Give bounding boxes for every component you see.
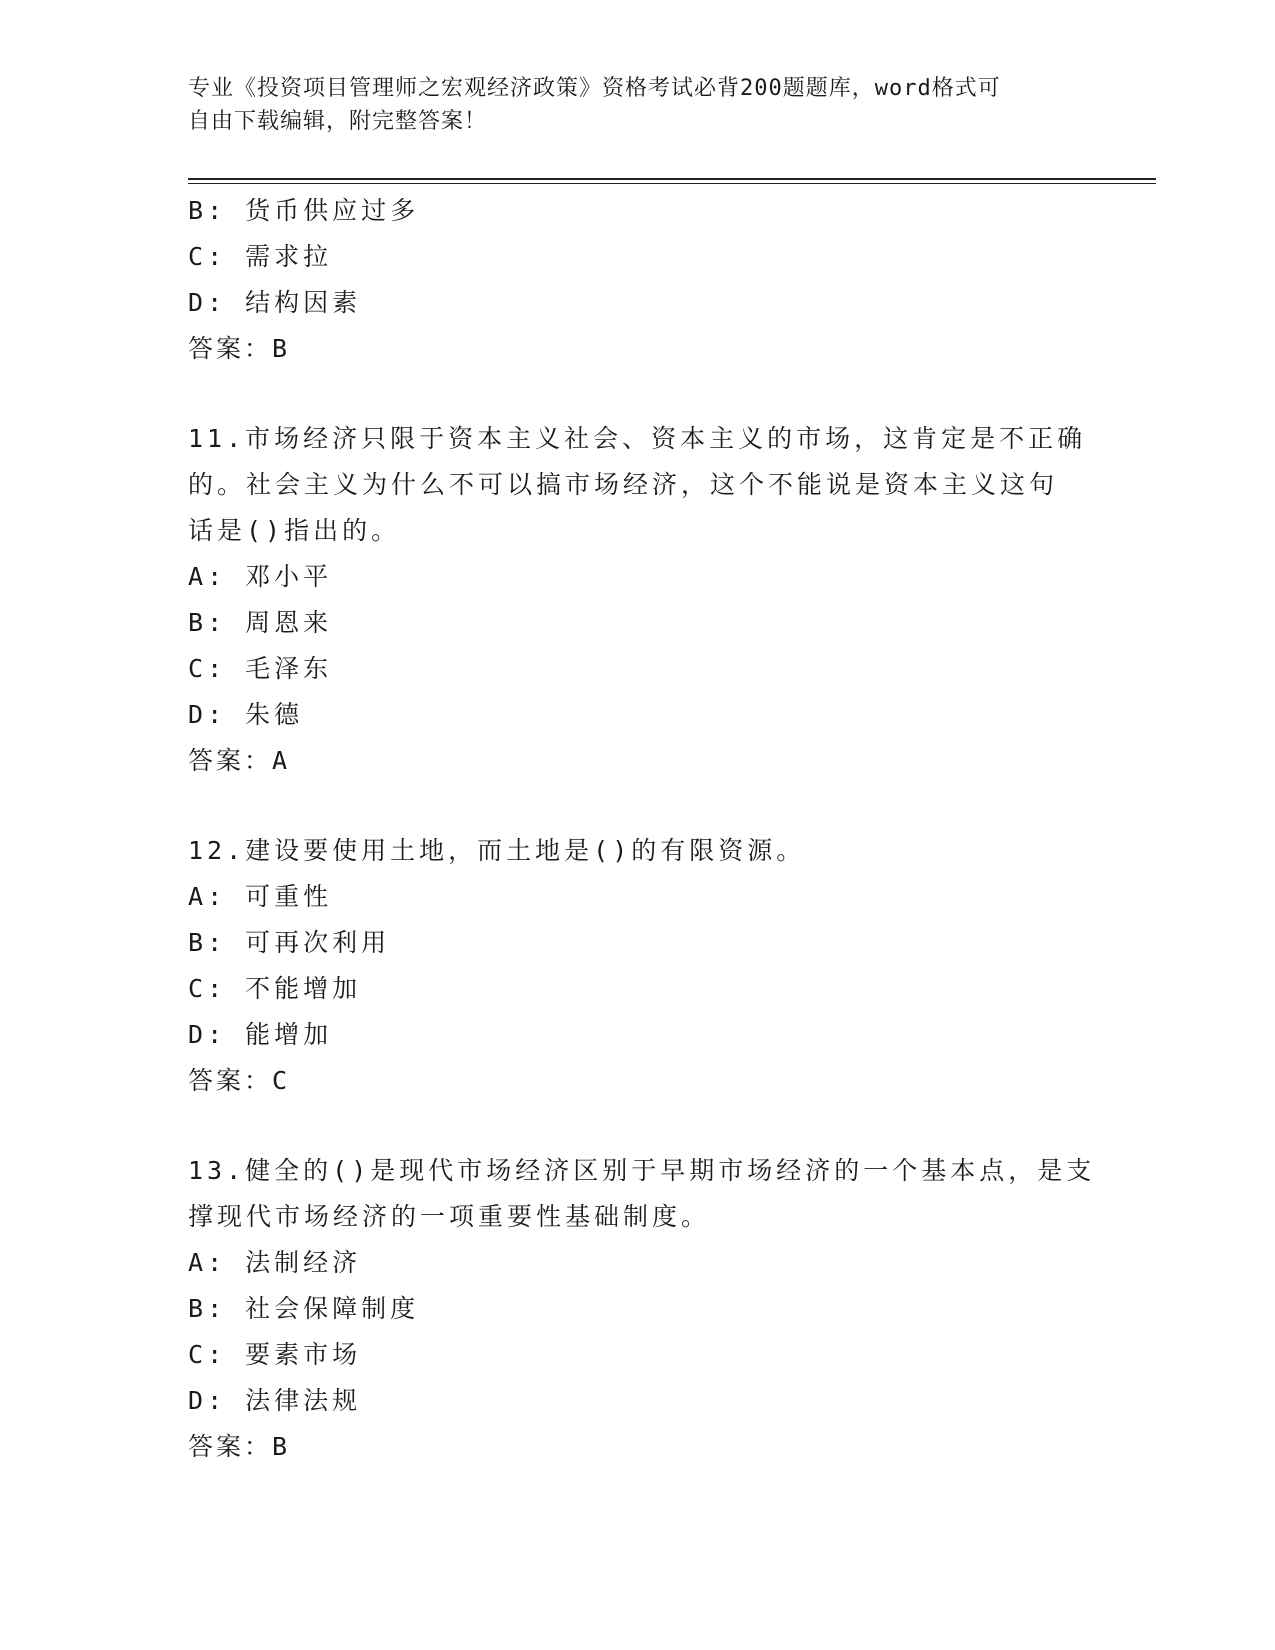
question-stem-line: 11.市场经济只限于资本主义社会、资本主义的市场，这肯定是不正确: [188, 424, 1087, 453]
option-letter: B: [188, 1294, 208, 1323]
option-b: [188, 1286, 1088, 1332]
answer-label: 答案：: [188, 334, 273, 363]
option-c: [188, 1332, 1088, 1378]
option-text: 要素市场: [245, 1340, 362, 1369]
option-letter: A: [188, 1248, 208, 1277]
question-list: [188, 188, 1096, 1470]
option-separator: :: [207, 196, 246, 225]
option-d: [188, 692, 1088, 738]
option-letter: C: [188, 974, 208, 1003]
question-stem-line: 的。社会主义为什么不可以搞市场经济，这个不能说是资本主义这句: [188, 470, 1059, 499]
option-letter: D: [188, 288, 208, 317]
option-separator: :: [207, 700, 246, 729]
option-letter: B: [188, 928, 208, 957]
question-12: [188, 828, 1088, 1104]
answer-value: A: [272, 746, 291, 775]
option-b: [188, 188, 1088, 234]
document-header: [188, 72, 1068, 138]
answer-value: C: [272, 1066, 291, 1095]
option-a: [188, 554, 1088, 600]
option-b: [188, 920, 1088, 966]
option-text: 周恩来: [245, 608, 333, 637]
option-c: [188, 966, 1088, 1012]
option-text: 邓小平: [245, 562, 333, 591]
header-divider-thin: [188, 183, 1156, 184]
question-13: [188, 1148, 1096, 1470]
option-d: [188, 1378, 1088, 1424]
option-separator: :: [207, 288, 246, 317]
option-text: 可再次利用: [245, 928, 391, 957]
option-text: 法律法规: [245, 1386, 362, 1415]
option-text: 朱德: [245, 700, 304, 729]
option-letter: C: [188, 1340, 208, 1369]
option-text: 毛泽东: [245, 654, 333, 683]
option-letter: D: [188, 1020, 208, 1049]
option-text: 社会保障制度: [245, 1294, 420, 1323]
answer-label: 答案：: [188, 1066, 273, 1095]
header-line-2: 自由下载编辑，附完整答案！: [188, 109, 488, 134]
option-separator: :: [207, 1340, 246, 1369]
option-text: 需求拉: [245, 242, 333, 271]
option-text: 能增加: [245, 1020, 333, 1049]
answer-line: [188, 326, 1088, 372]
option-text: 结构因素: [245, 288, 362, 317]
option-separator: :: [207, 562, 246, 591]
option-separator: :: [207, 928, 246, 957]
option-d: [188, 1012, 1088, 1058]
question-10-tail: [188, 188, 1088, 372]
option-separator: :: [207, 974, 246, 1003]
option-separator: :: [207, 1248, 246, 1277]
option-separator: :: [207, 242, 246, 271]
option-text: 法制经济: [245, 1248, 362, 1277]
option-letter: B: [188, 196, 208, 225]
answer-line: [188, 738, 1088, 784]
answer-line: [188, 1058, 1088, 1104]
option-separator: :: [207, 1386, 246, 1415]
option-letter: A: [188, 562, 208, 591]
option-b: [188, 600, 1088, 646]
option-a: [188, 1240, 1088, 1286]
option-separator: :: [207, 608, 246, 637]
answer-label: 答案：: [188, 746, 273, 775]
question-stem-line: 12.建设要使用土地，而土地是()的有限资源。: [188, 836, 806, 865]
option-c: [188, 234, 1088, 280]
option-separator: :: [207, 1294, 246, 1323]
option-text: 货币供应过多: [245, 196, 420, 225]
option-letter: A: [188, 882, 208, 911]
option-letter: B: [188, 608, 208, 637]
option-separator: :: [207, 1020, 246, 1049]
answer-label: 答案：: [188, 1432, 273, 1461]
answer-value: B: [272, 334, 291, 363]
option-text: 可重性: [245, 882, 333, 911]
option-letter: D: [188, 1386, 208, 1415]
option-d: [188, 280, 1088, 326]
option-letter: C: [188, 654, 208, 683]
answer-line: [188, 1424, 1088, 1470]
option-separator: :: [207, 882, 246, 911]
header-divider-thick: [188, 178, 1156, 180]
option-letter: D: [188, 700, 208, 729]
answer-value: B: [272, 1432, 291, 1461]
option-separator: :: [207, 654, 246, 683]
option-c: [188, 646, 1088, 692]
question-11: [188, 416, 1088, 784]
option-letter: C: [188, 242, 208, 271]
option-a: [188, 874, 1088, 920]
option-text: 不能增加: [245, 974, 362, 1003]
question-stem-line: 话是()指出的。: [188, 516, 401, 545]
question-stem-line: 撑现代市场经济的一项重要性基础制度。: [188, 1202, 711, 1231]
question-stem-line: 13.健全的()是现代市场经济区别于早期市场经济的一个基本点，是支: [188, 1156, 1096, 1185]
header-line-1: 专业《投资项目管理师之宏观经济政策》资格考试必背200题题库，word格式可: [188, 76, 1001, 101]
